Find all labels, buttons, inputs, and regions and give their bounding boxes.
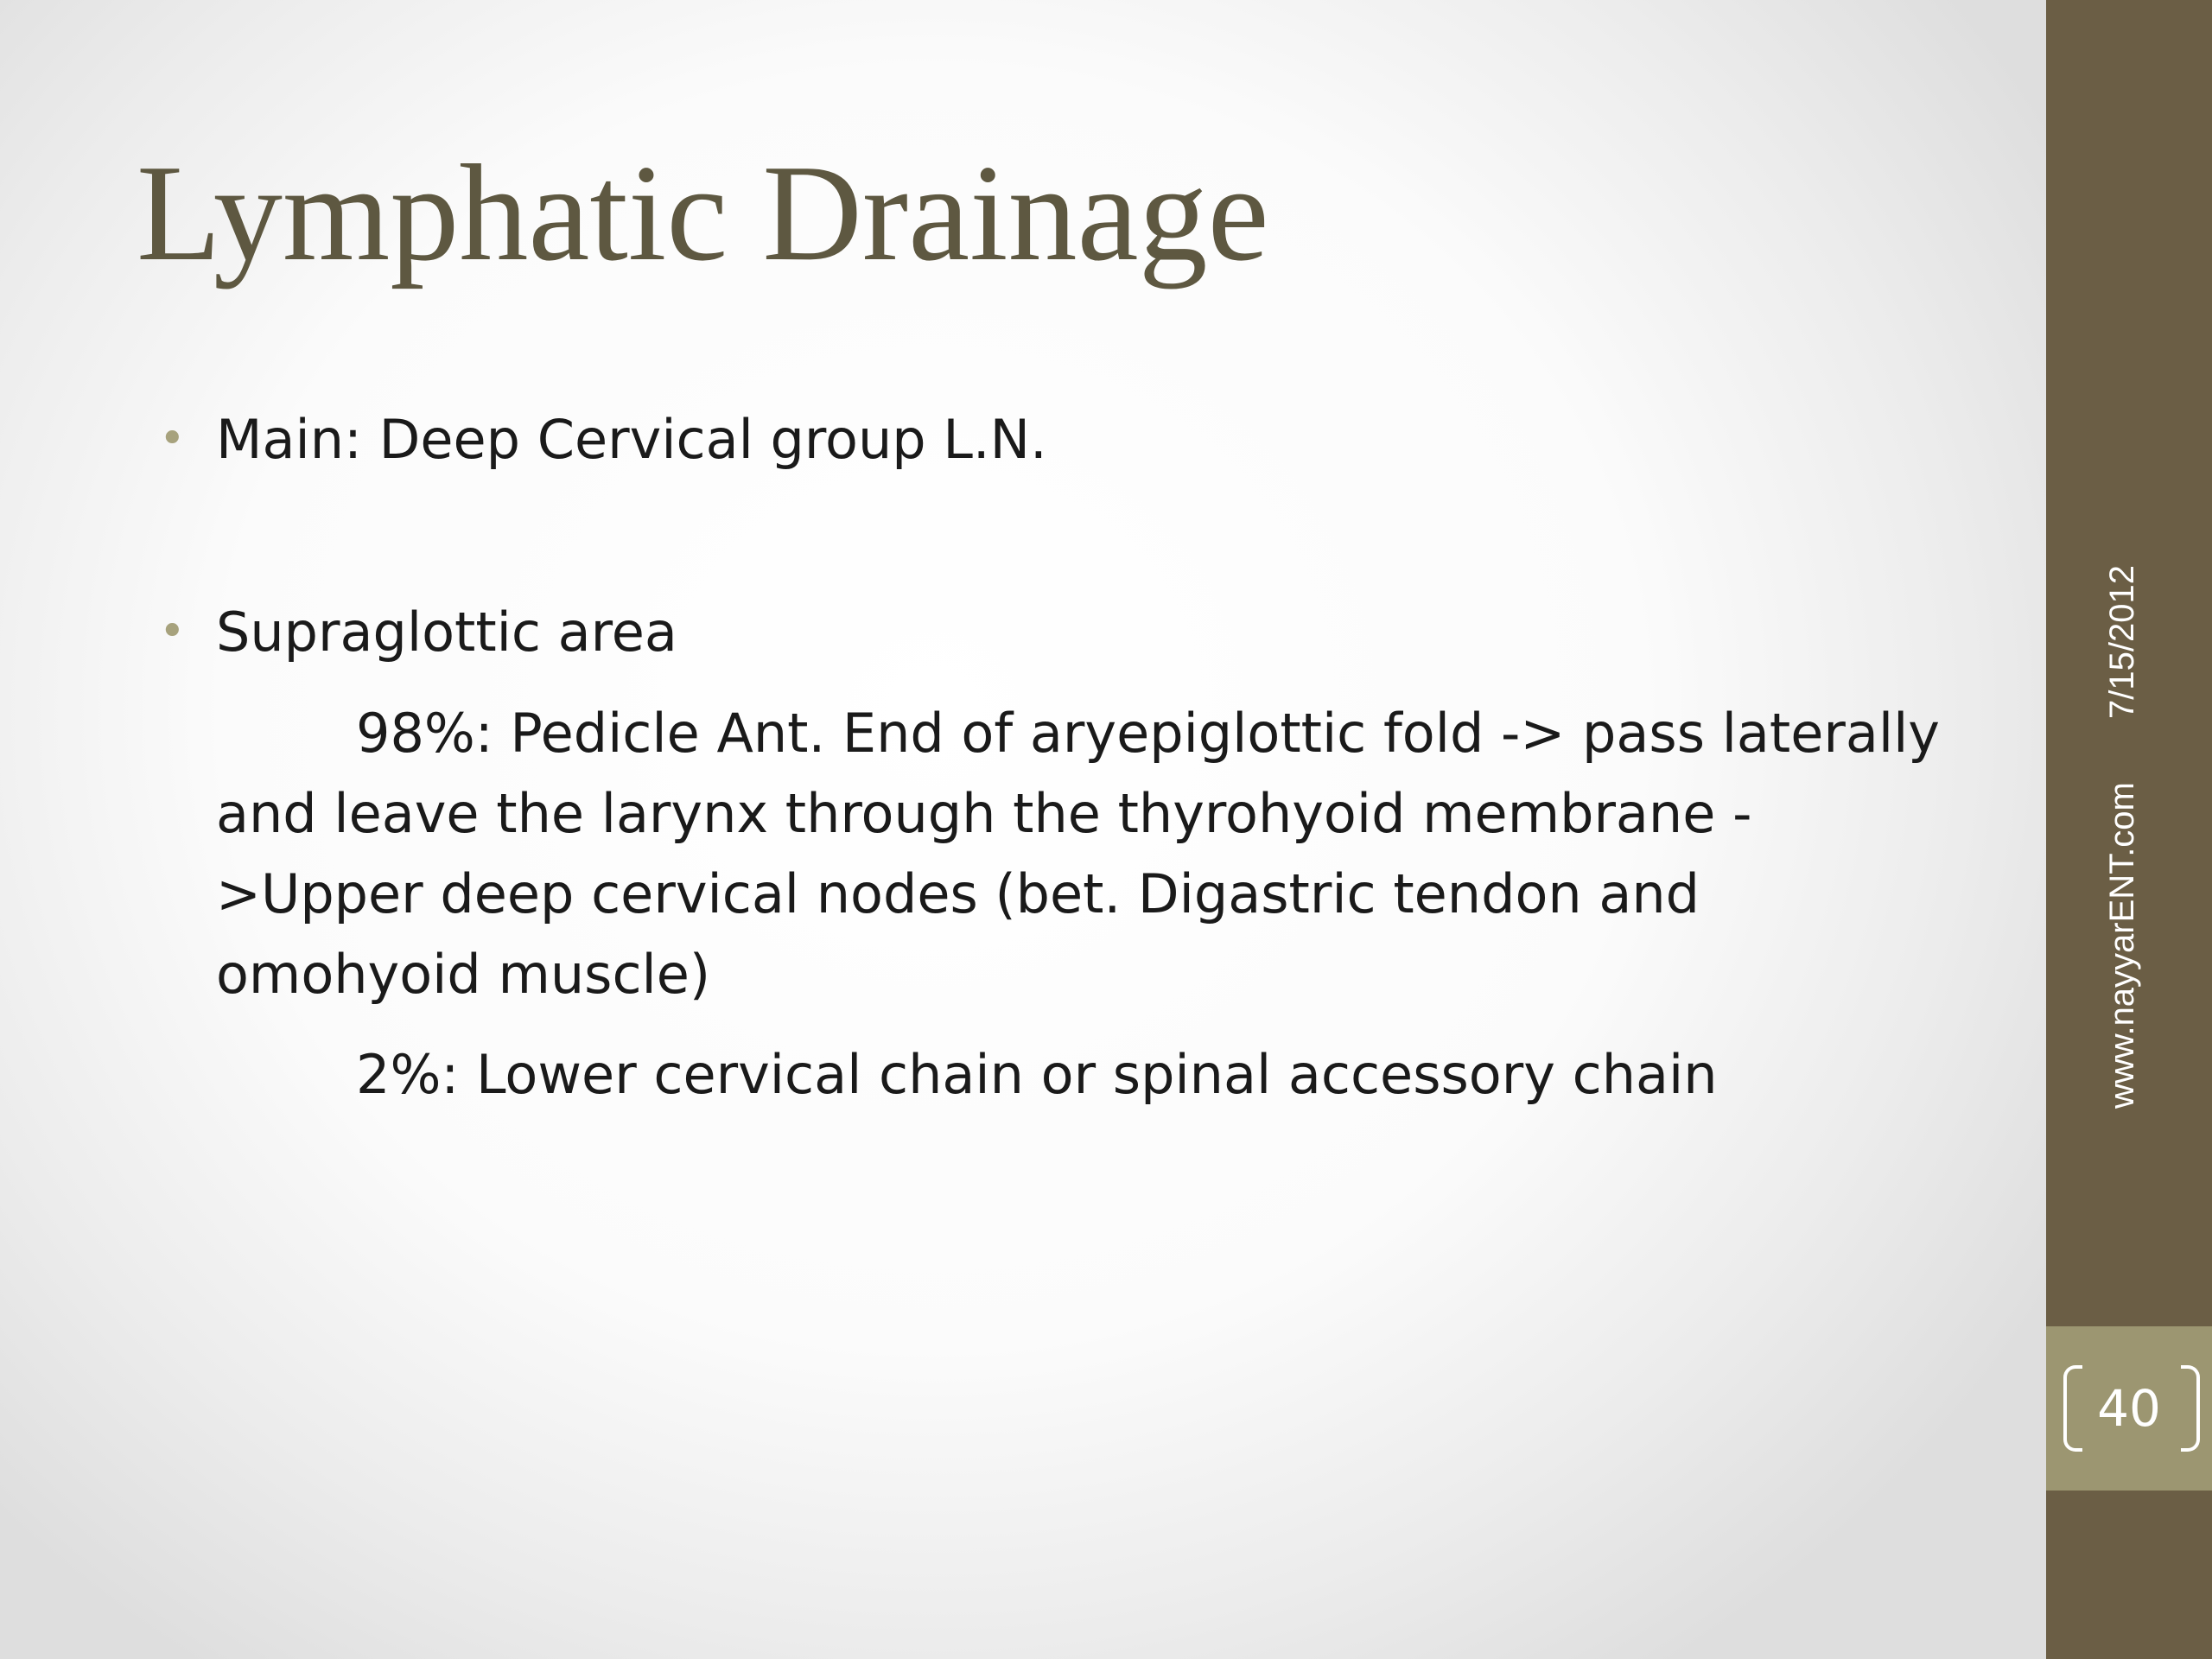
slide-title: Lymphatic Drainage — [137, 136, 1269, 289]
slide-number-box — [2046, 1326, 2212, 1491]
slide-number: 40 — [2097, 1379, 2161, 1438]
bullet-marker: • — [159, 413, 186, 465]
website-footer: www.nayyarENT.com — [2103, 782, 2141, 1109]
bullet-item-supraglottic — [159, 592, 677, 672]
bullet-text: Supraglottic area — [216, 601, 677, 664]
slide-date: 7/15/2012 — [2103, 565, 2141, 719]
sub-paragraph-2-percent — [216, 1034, 1953, 1115]
paragraph-text: 2%: Lower cervical chain or spinal accessory chain — [356, 1043, 1718, 1106]
bullet-marker: • — [159, 606, 186, 658]
bullet-item-main — [159, 399, 1047, 480]
paragraph-text: 98%: Pedicle Ant. End of aryepiglottic fold -> pass laterally and leave the larynx through the thyrohyoid membrane ->Upper deep cervical nodes (bet. Digastric tendon and omohyoid muscle) — [216, 702, 1940, 1006]
sub-paragraph-98-percent — [216, 693, 1953, 1014]
bullet-text: Main: Deep Cervical group L.N. — [216, 408, 1047, 471]
